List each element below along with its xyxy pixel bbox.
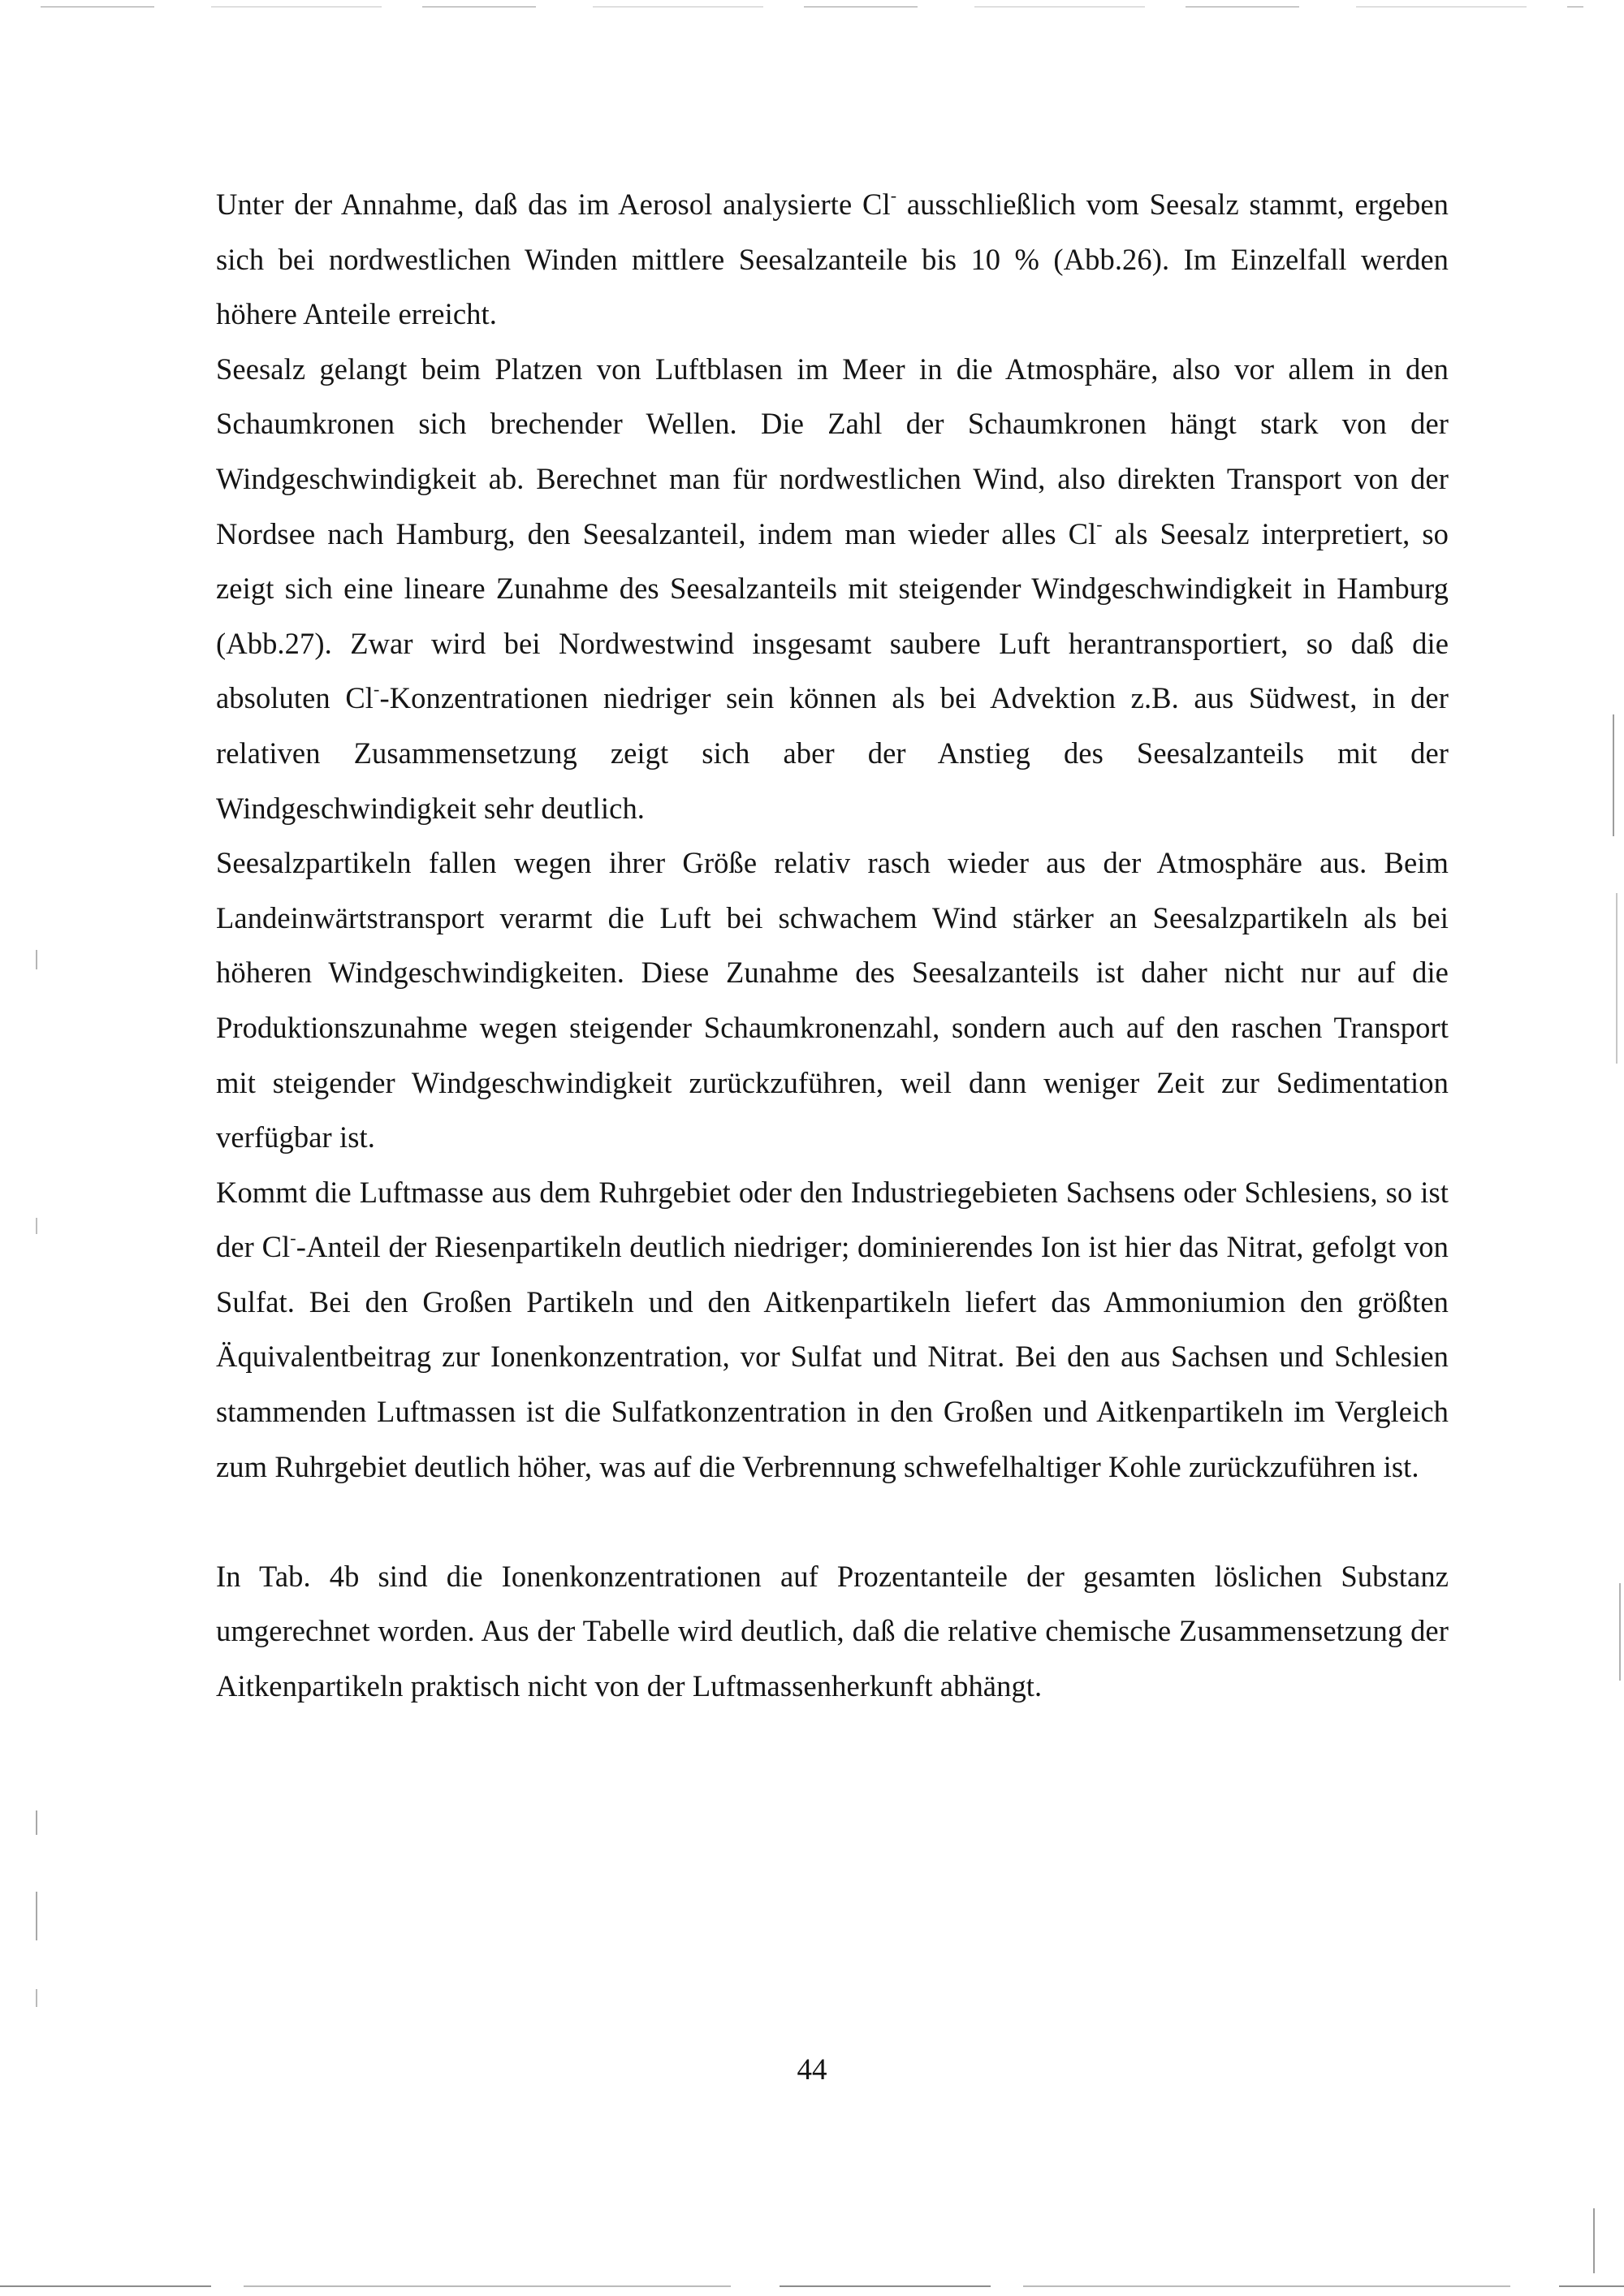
text-run: Kommt die Luftmasse aus dem Ruhrgebiet oder den Industriegebieten Sachsens oder Schlesiens, so ist der — [216, 1175, 1449, 1264]
paragraph — [216, 1549, 1449, 1714]
ion-charge: - — [374, 679, 380, 700]
ion-symbol: Cl — [862, 188, 891, 221]
scan-artifact-left — [36, 1218, 37, 1234]
ion-charge: - — [290, 1228, 296, 1249]
chloride-ion — [1068, 514, 1103, 550]
scan-artifact-right — [1593, 2208, 1595, 2273]
text-run: Seesalzpartikeln fallen wegen ihrer Größe relativ rasch wieder aus der Atmosphäre aus. Beim Landeinwärtstransport verarmt die Luft bei schwachem Wind stärker an Seesalzpartikeln als bei höheren Windgeschwindigkeiten. Diese Zunahme des Seesalzanteils ist daher nicht nur auf die Produktionszunahme wegen steigender Schaumkronenzahl, sondern auch auf den raschen Transport mit steigender Windgeschwindigkeit zurückzuführen, weil dann weniger Zeit zur Sedimentation verfügbar ist. — [216, 846, 1449, 1154]
text-run: Seesalz gelangt beim Platzen von Luftblasen im Meer in die Atmosphäre, also vor allem in den Schaumkronen sich brechender Wellen. Die Zahl der Schaumkronen hängt stark von der Windgeschwindigkeit ab. Berechnet man für nordwestlichen Wind, also direkten Transport von der Nordsee nach Hamburg, den Seesalzanteil, indem man wieder alles — [216, 352, 1449, 550]
chloride-ion — [345, 681, 379, 714]
text-run: In Tab. 4b sind die Ionenkonzentrationen auf Prozentanteile der gesamten löslichen Substanz umgerechnet worden. Aus der Tabelle wird deutlich, daß die relative chemische Zusammensetzung der Aitkenpartikeln praktisch nicht von der Luftmassenherkunft abhängt. — [216, 1559, 1449, 1703]
ion-symbol: Cl — [261, 1230, 291, 1264]
scan-edge-bottom — [0, 2285, 1624, 2287]
scan-artifact-right — [1616, 893, 1618, 1064]
paragraph — [216, 342, 1449, 835]
scan-artifact-left — [36, 950, 37, 969]
scan-artifact-left — [36, 1892, 37, 1940]
page-number: 44 — [797, 2053, 827, 2087]
paragraph — [216, 835, 1449, 1165]
text-run: -Anteil der Riesenpartikeln deutlich niedriger; dominierendes Ion ist hier das Nitrat, gefolgt von Sulfat. Bei den Großen Partikeln und den Aitkenpartikeln liefert das Ammoniumion den größten Äquivalentbeitrag zur Ionenkonzentration, vor Sulfat und Nitrat. Bei den aus Sachsen und Schlesien stammenden Luftmassen ist die Sulfatkonzentration in den Großen und Aitkenpartikeln im Vergleich zum Ruhrgebiet deutlich höher, was auf die Verbrennung schwefelhaltiger Kohle zurückzuführen ist. — [216, 1230, 1449, 1483]
paragraph — [216, 1165, 1449, 1495]
ion-symbol: Cl — [1068, 516, 1097, 550]
chloride-ion — [862, 184, 897, 221]
chloride-ion — [262, 1230, 296, 1263]
text-run: Unter der Annahme, daß das im Aerosol analysierte — [216, 188, 863, 221]
scan-artifact-left — [36, 1989, 37, 2007]
scan-edge-top — [41, 6, 1583, 7]
ion-charge: - — [1096, 514, 1103, 535]
scan-artifact-left — [36, 1810, 37, 1835]
text-run: als Seesalz interpretiert, so zeigt sich eine lineare Zunahme des Seesalzanteils mit steigender Windgeschwindigkeit in Hamburg (Abb.27). Zwar wird bei Nordwestwind insgesamt saubere Luft herantransportiert, so daß die absoluten — [216, 516, 1449, 715]
text-run: -Konzentrationen niedriger sein können als bei Advektion z.B. aus Südwest, in der relativen Zusammensetzung zeigt sich aber der Anstieg des Seesalzanteils mit der Windgeschwindigkeit sehr deutlich. — [216, 681, 1449, 825]
scan-artifact-right — [1613, 714, 1614, 836]
body-text — [216, 177, 1449, 1714]
ion-charge: - — [890, 184, 897, 205]
scan-artifact-right — [1619, 1583, 1621, 1681]
text-run: ausschließlich vom Seesalz stammt, ergeben sich bei nordwestlichen Winden mittlere Seesalzanteile bis 10 % (Abb.26). Im Einzelfall werden höhere Anteile erreicht. — [216, 188, 1449, 331]
paragraph — [216, 177, 1449, 342]
ion-symbol: Cl — [345, 681, 374, 715]
